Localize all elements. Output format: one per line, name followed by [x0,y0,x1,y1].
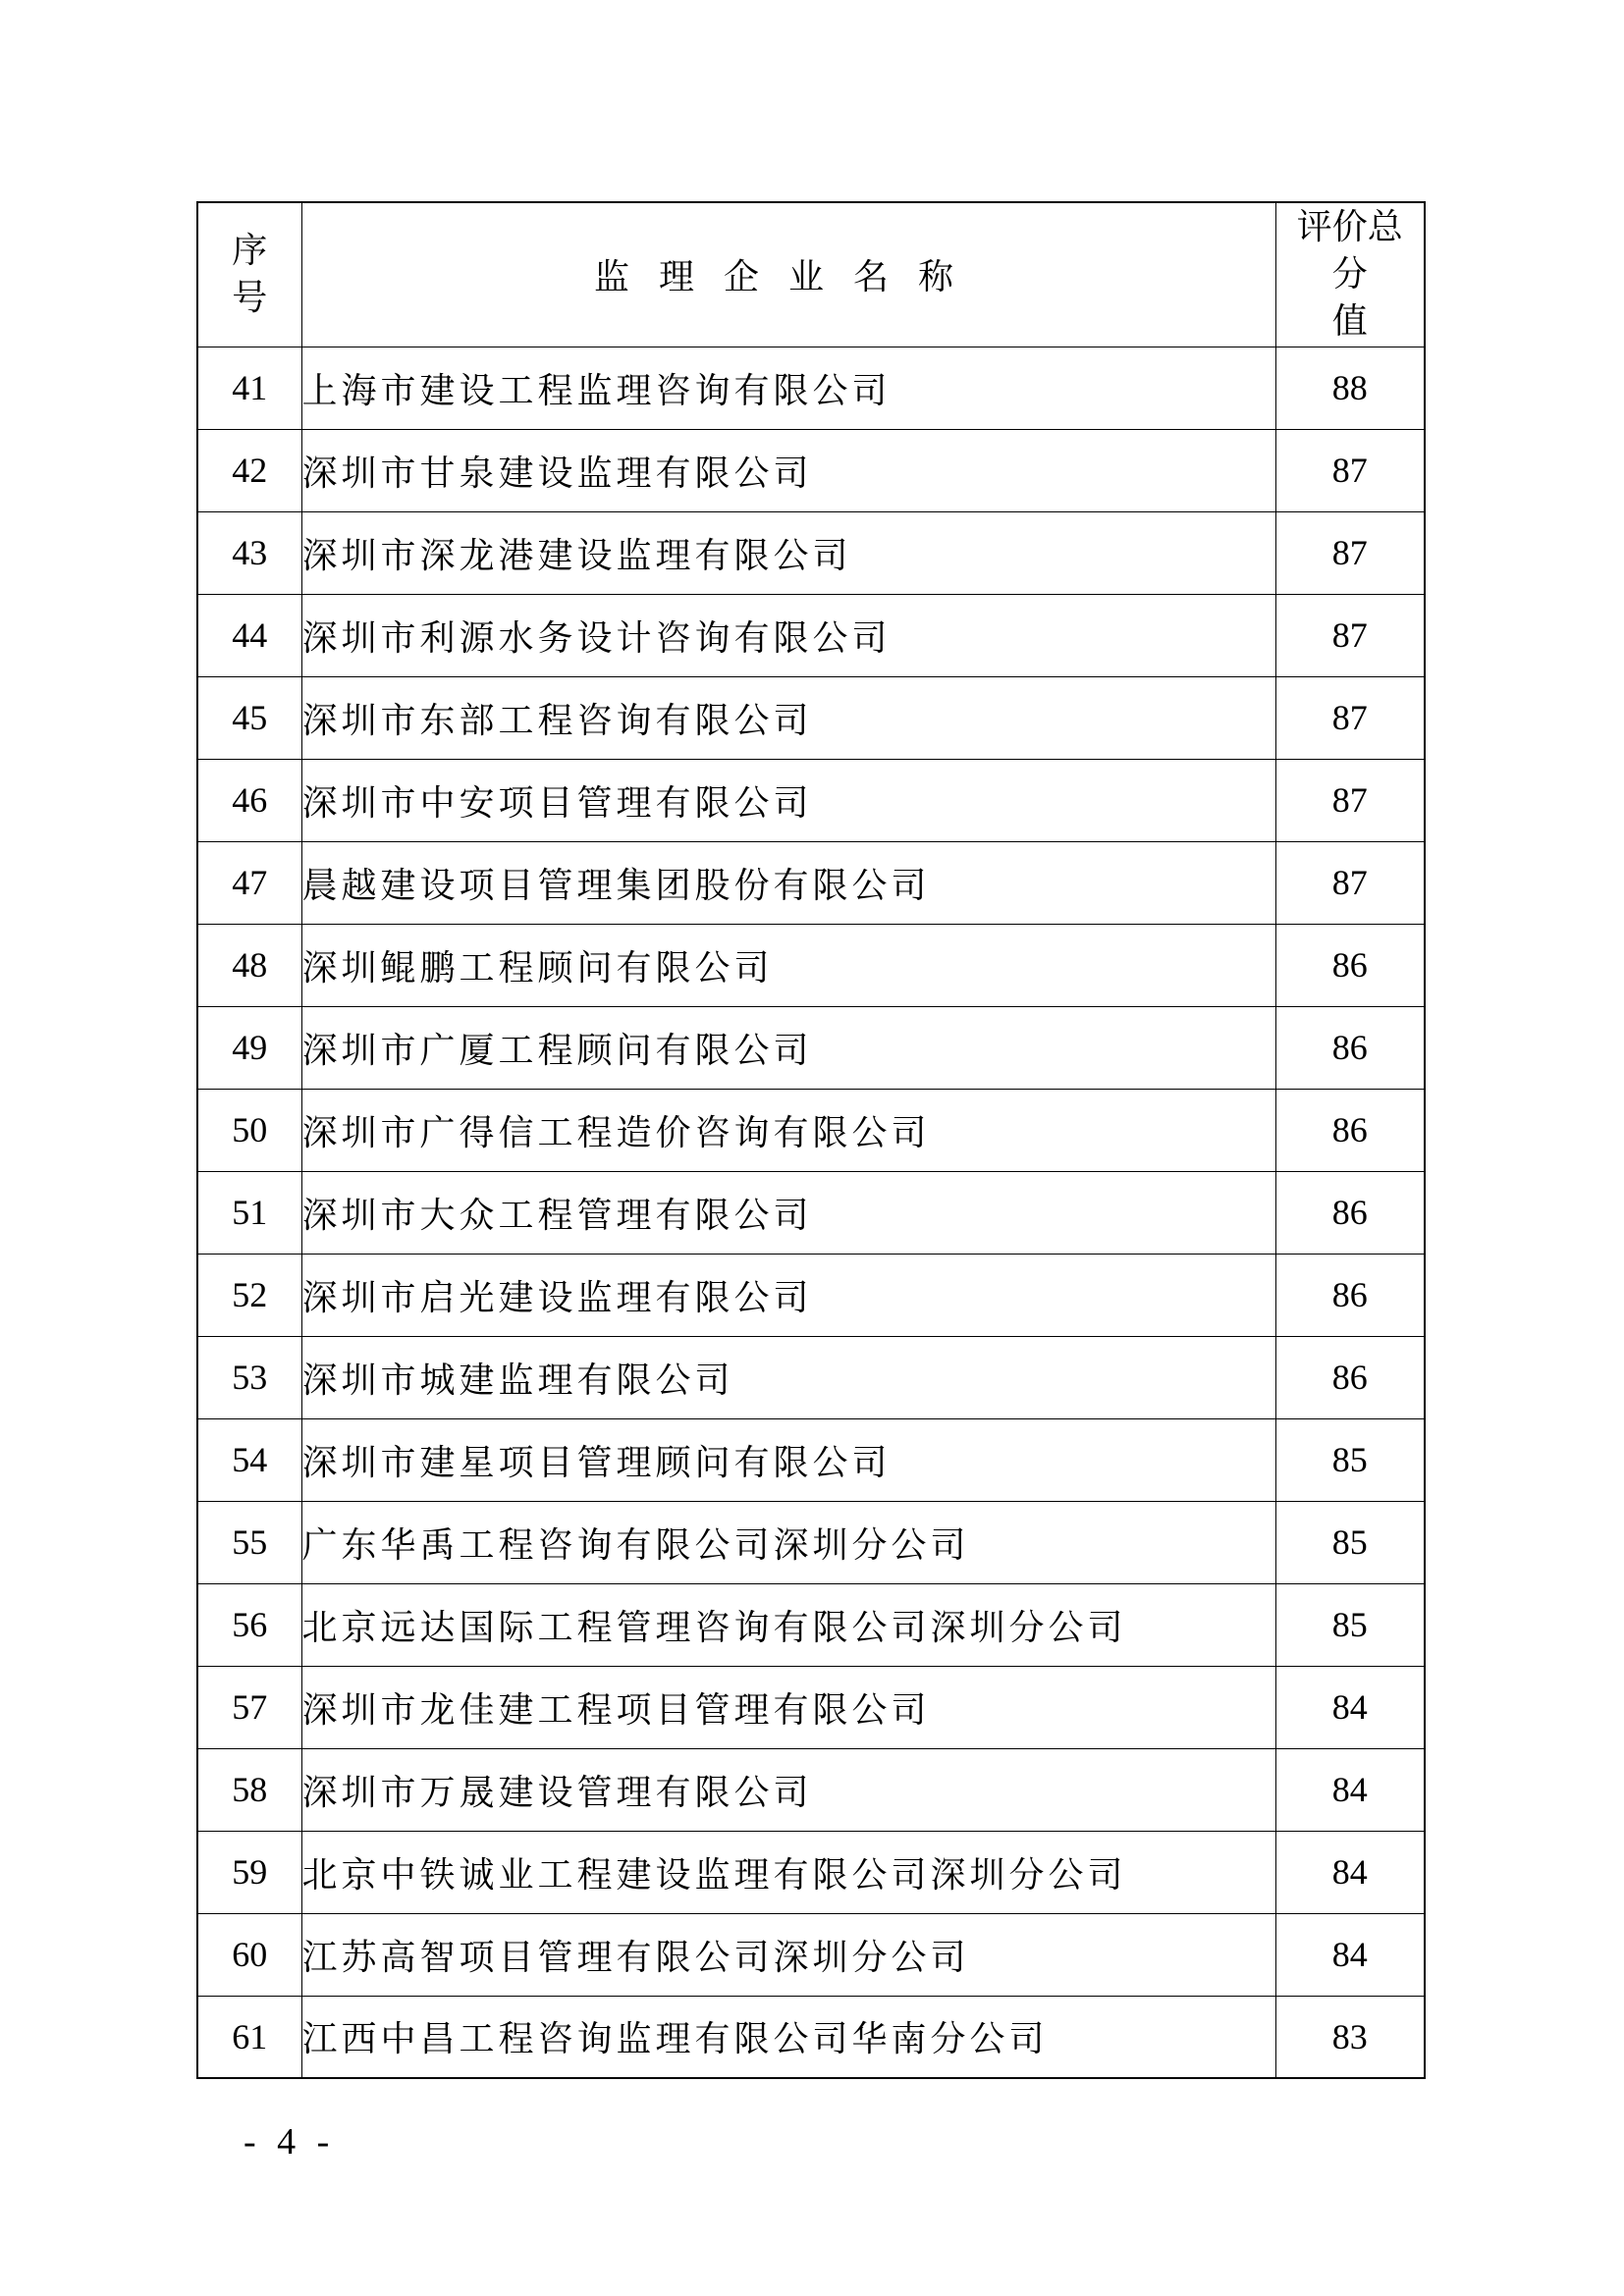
table-row [197,347,1425,429]
row-serial-number: 46 [197,759,301,841]
header-company-name: 监理企业名称 [301,202,1275,347]
row-company-name: 深圳市甘泉建设监理有限公司 [301,429,1275,511]
row-total-score: 85 [1275,1501,1425,1583]
row-company-name: 上海市建设工程监理咨询有限公司 [301,347,1275,429]
row-total-score: 83 [1275,1996,1425,2078]
header-score-line2: 分值 [1331,253,1397,342]
row-total-score: 87 [1275,676,1425,759]
row-company-name: 深圳市中安项目管理有限公司 [301,759,1275,841]
row-company-name: 深圳市万晟建设管理有限公司 [301,1748,1275,1831]
table-row [197,1831,1425,1913]
row-serial-number: 51 [197,1171,301,1254]
row-company-name: 深圳市启光建设监理有限公司 [301,1254,1275,1336]
table-row [197,1418,1425,1501]
row-total-score: 87 [1275,511,1425,594]
table-row [197,924,1425,1006]
row-company-name: 广东华禹工程咨询有限公司深圳分公司 [301,1501,1275,1583]
row-company-name: 深圳市广厦工程顾问有限公司 [301,1006,1275,1089]
table-row [197,594,1425,676]
row-company-name: 深圳市大众工程管理有限公司 [301,1171,1275,1254]
table-row [197,1501,1425,1583]
row-company-name: 北京中铁诚业工程建设监理有限公司深圳分公司 [301,1831,1275,1913]
row-total-score: 87 [1275,841,1425,924]
table-row [197,429,1425,511]
row-total-score: 84 [1275,1666,1425,1748]
row-serial-number: 57 [197,1666,301,1748]
table-row [197,1996,1425,2078]
table-row [197,841,1425,924]
header-serial-line2: 号 [232,277,268,318]
row-serial-number: 42 [197,429,301,511]
table-row [197,1171,1425,1254]
table-row [197,511,1425,594]
header-serial-line1: 序 [232,230,268,271]
table-row [197,1583,1425,1666]
row-total-score: 84 [1275,1831,1425,1913]
row-serial-number: 58 [197,1748,301,1831]
table-row [197,1089,1425,1171]
row-company-name: 深圳市广得信工程造价咨询有限公司 [301,1089,1275,1171]
table-row [197,1006,1425,1089]
row-total-score: 84 [1275,1913,1425,1996]
row-serial-number: 56 [197,1583,301,1666]
row-serial-number: 45 [197,676,301,759]
row-serial-number: 43 [197,511,301,594]
row-company-name: 江苏高智项目管理有限公司深圳分公司 [301,1913,1275,1996]
row-serial-number: 55 [197,1501,301,1583]
table-row [197,759,1425,841]
row-company-name: 北京远达国际工程管理咨询有限公司深圳分公司 [301,1583,1275,1666]
row-total-score: 86 [1275,924,1425,1006]
row-total-score: 87 [1275,429,1425,511]
ranking-table [196,201,1426,2079]
row-serial-number: 60 [197,1913,301,1996]
table-row [197,1666,1425,1748]
row-company-name: 深圳鲲鹏工程顾问有限公司 [301,924,1275,1006]
row-total-score: 86 [1275,1006,1425,1089]
table-row [197,1254,1425,1336]
row-serial-number: 49 [197,1006,301,1089]
row-company-name: 深圳市利源水务设计咨询有限公司 [301,594,1275,676]
table-body [197,347,1425,2078]
row-total-score: 87 [1275,594,1425,676]
table-header-row [197,202,1425,347]
row-total-score: 86 [1275,1171,1425,1254]
header-score-line1: 评价总 [1296,206,1403,247]
header-serial-number [197,202,301,347]
row-serial-number: 52 [197,1254,301,1336]
row-company-name: 晨越建设项目管理集团股份有限公司 [301,841,1275,924]
row-serial-number: 59 [197,1831,301,1913]
table-row [197,1748,1425,1831]
row-total-score: 88 [1275,347,1425,429]
row-serial-number: 53 [197,1336,301,1418]
row-total-score: 86 [1275,1336,1425,1418]
row-company-name: 江西中昌工程咨询监理有限公司华南分公司 [301,1996,1275,2078]
row-total-score: 85 [1275,1583,1425,1666]
page-number: - 4 - [244,2121,336,2163]
row-serial-number: 47 [197,841,301,924]
row-company-name: 深圳市建星项目管理顾问有限公司 [301,1418,1275,1501]
row-serial-number: 61 [197,1996,301,2078]
table-row [197,1336,1425,1418]
row-company-name: 深圳市龙佳建工程项目管理有限公司 [301,1666,1275,1748]
row-total-score: 87 [1275,759,1425,841]
table-row [197,676,1425,759]
row-total-score: 84 [1275,1748,1425,1831]
row-total-score: 86 [1275,1089,1425,1171]
row-total-score: 85 [1275,1418,1425,1501]
header-total-score [1275,202,1425,347]
row-total-score: 86 [1275,1254,1425,1336]
row-company-name: 深圳市深龙港建设监理有限公司 [301,511,1275,594]
row-serial-number: 48 [197,924,301,1006]
row-serial-number: 54 [197,1418,301,1501]
row-serial-number: 50 [197,1089,301,1171]
table-row [197,1913,1425,1996]
row-company-name: 深圳市城建监理有限公司 [301,1336,1275,1418]
row-serial-number: 41 [197,347,301,429]
row-company-name: 深圳市东部工程咨询有限公司 [301,676,1275,759]
row-serial-number: 44 [197,594,301,676]
